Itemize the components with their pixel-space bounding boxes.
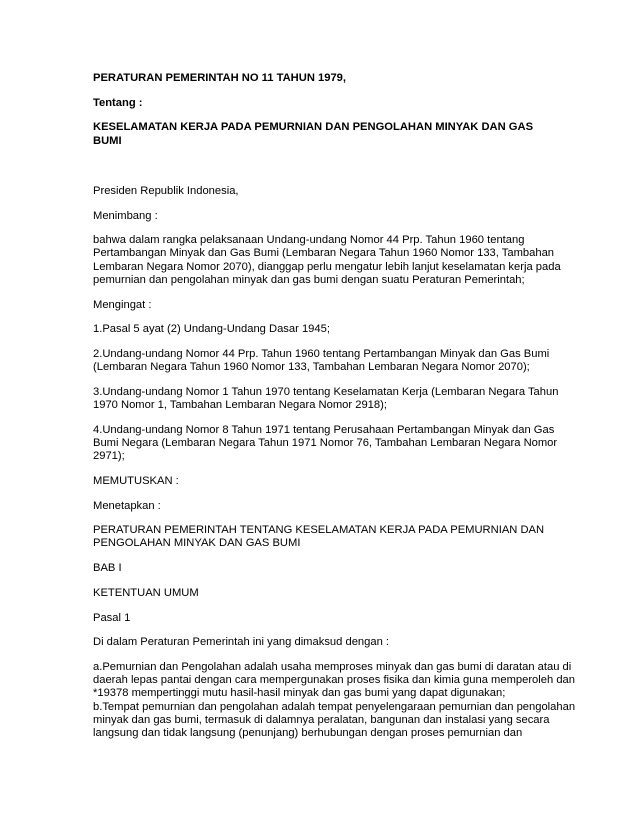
text-line: 3.Undang-undang Nomor 1 Tahun 1970 tentang Keselamatan Kerja (Lembaran Negara Tahun: [93, 385, 559, 398]
text-line: b.Tempat pemurnian dan pengolahan adalah tempat penyelengaraan pemurnian dan pengolahan: [93, 700, 576, 713]
menimbang-paragraph: [93, 234, 561, 287]
pasal-heading: Pasal 1: [93, 611, 131, 624]
definitions-paragraph: [93, 660, 576, 740]
presiden-line: Presiden Republik Indonesia,: [93, 184, 239, 197]
text-line: minyak dan gas bumi, termasuk di dalamnya peralatan, bangunan dan instalasi yang secara: [93, 713, 550, 726]
mengingat-item-4: [93, 423, 558, 464]
text-line: PENGOLAHAN MINYAK DAN GAS BUMI: [93, 537, 301, 550]
text-line: 1970 Nomor 1, Tambahan Lembaran Negara Nomor 2918);: [93, 399, 387, 412]
text-line: a.Pemurnian dan Pengolahan adalah usaha memproses minyak dan gas bumi di daratan atau di: [93, 660, 572, 673]
text-line: langsung dan tidak langsung (penunjang) berhubungan dengan proses pemurnian dan: [93, 727, 523, 739]
text-line: 2.Undang-undang Nomor 44 Prp. Tahun 1960 tentang Pertambangan Minyak dan Gas Bumi: [93, 347, 550, 360]
document-page: [93, 72, 576, 740]
text-line: 2971);: [93, 450, 125, 463]
mengingat-item-3: [93, 385, 559, 412]
document-title: PERATURAN PEMERINTAH NO 11 TAHUN 1979,: [93, 72, 346, 84]
document-subject: KESELAMATAN KERJA PADA PEMURNIAN DAN PENGOLAHAN MINYAK DAN GAS BUMI: [93, 121, 534, 147]
text-line: pemurnian dan pengolahan minyak dan gas bumi dengan suatu Peraturan Pemerintah;: [93, 273, 525, 286]
mengingat-item-1: [93, 323, 553, 336]
menetapkan-label: Menetapkan :: [93, 499, 161, 512]
memutuskan-label: MEMUTUSKAN :: [93, 474, 179, 487]
bab-heading: BAB I: [93, 562, 122, 575]
mengingat-item-2: [93, 348, 553, 374]
pasal-intro: Di dalam Peraturan Pemerintah ini yang dimaksud dengan :: [93, 636, 390, 649]
bab-title: KETENTUAN UMUM: [93, 586, 199, 599]
text-line: (Lembaran Negara Tahun 1960 Nomor 133, Tambahan Lembaran Negara Nomor 2070);: [93, 361, 530, 374]
text-line: Lembaran Negara Nomor 2070), dianggap perlu mengatur lebih lanjut keselamatan kerja pada: [93, 260, 561, 273]
mengingat-label: Mengingat :: [93, 298, 152, 311]
text-line: 1.Pasal 5 ayat (2) Undang-Undang Dasar 1945;: [93, 323, 330, 336]
text-line: PERATURAN PEMERINTAH TENTANG KESELAMATAN KERJA PADA PEMURNIAN DAN: [93, 524, 545, 537]
text-line: *19378 mempertinggi mutu hasil-hasil minyak dan gas bumi yang dapat digunakan;: [93, 687, 506, 700]
menimbang-label: Menimbang :: [93, 209, 158, 222]
penetapan-paragraph: [93, 524, 553, 550]
text-line: Pertambangan Minyak dan Gas Bumi (Lembaran Negara Tahun 1960 Nomor 133, Tambahan: [93, 247, 555, 260]
text-line: bahwa dalam rangka pelaksanaan Undang-undang Nomor 44 Prp. Tahun 1960 tentang: [93, 234, 525, 247]
text-line: 4.Undang-undang Nomor 8 Tahun 1971 tentang Perusahaan Pertambangan Minyak dan Gas: [93, 423, 555, 436]
text-line: Bumi Negara (Lembaran Negara Tahun 1971 Nomor 76, Tambahan Lembaran Negara Nomor: [93, 436, 558, 449]
text-line: daerah lepas pantai dengan cara mempergunakan proses fisika dan kimia guna memperoleh dan: [93, 674, 575, 687]
tentang-label: Tentang :: [93, 96, 143, 109]
